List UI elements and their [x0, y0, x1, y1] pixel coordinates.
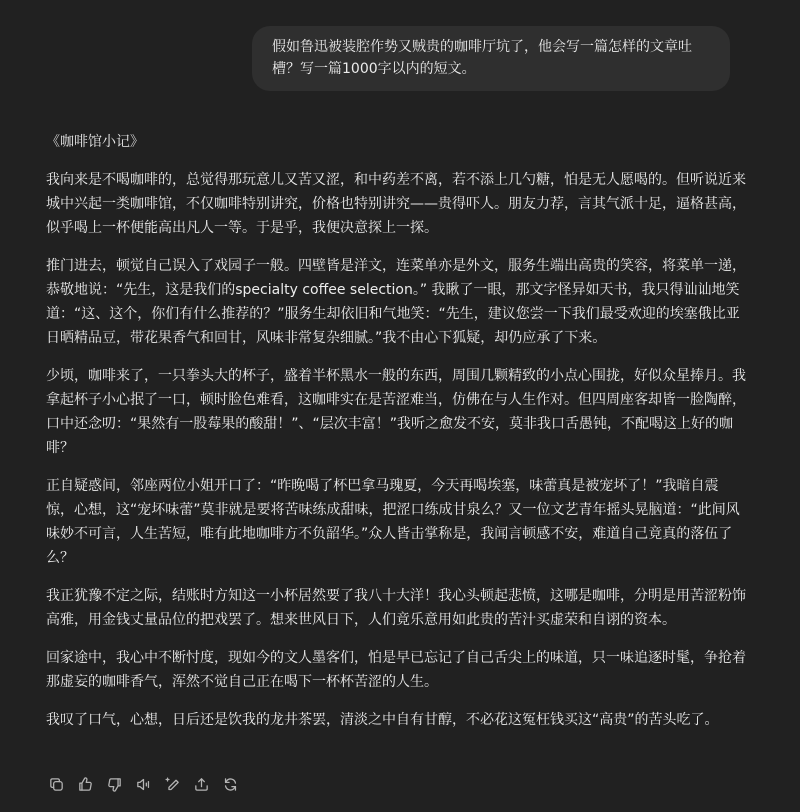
message-actions — [44, 772, 242, 796]
regenerate-button[interactable] — [218, 772, 242, 796]
thumbs-down-button[interactable] — [102, 772, 126, 796]
thumbs-down-icon — [106, 776, 123, 793]
essay-paragraph: 回家途中，我心中不断忖度，现如今的文人墨客们，怕是早已忘记了自己舌尖上的味道，只一味追逐时髦，争抢着那虚妄的咖啡香气，浑然不觉自己正在喝下一杯杯苦涩的人生。 — [46, 650, 746, 690]
user-message-row — [252, 26, 730, 91]
edit-sparkle-icon — [164, 776, 181, 793]
assistant-message — [46, 130, 746, 746]
thumbs-up-button[interactable] — [73, 772, 97, 796]
share-icon — [193, 776, 210, 793]
essay-paragraph: 我向来是不喝咖啡的，总觉得那玩意儿又苦又涩，和中药差不离，若不添上几勺糖，怕是无人愿喝的。但听说近来城中兴起一类咖啡馆，不仅咖啡特别讲究，价格也特别讲究——贵得吓人。朋友力荐，言其气派十足，逼格甚高，似乎喝上一杯便能高出凡人一等。于是乎，我便决意探上一探。 — [46, 172, 746, 236]
essay-paragraph: 我叹了口气，心想，日后还是饮我的龙井茶罢，清淡之中自有甘醇，不必花这冤枉钱买这“高贵”的苦头吃了。 — [46, 712, 719, 728]
copy-icon — [48, 776, 65, 793]
share-button[interactable] — [189, 772, 213, 796]
essay-paragraph: 我正犹豫不定之际，结账时方知这一小杯居然要了我八十大洋！我心头顿起悲愤，这哪是咖啡，分明是用苦涩粉饰高雅，用金钱丈量品位的把戏罢了。想来世风日下，人们竟乐意用如此贵的苦汁买虚荣和自诩的资本。 — [46, 588, 746, 628]
edit-button[interactable] — [160, 772, 184, 796]
copy-button[interactable] — [44, 772, 68, 796]
user-message-bubble: 假如鲁迅被装腔作势又贼贵的咖啡厅坑了，他会写一篇怎样的文章吐槽？写一篇1000字以内的短文。 — [252, 26, 730, 91]
speaker-icon — [135, 776, 152, 793]
regenerate-icon — [222, 776, 239, 793]
essay-paragraph: 少顷，咖啡来了，一只拳头大的杯子，盛着半杯黑水一般的东西，周围几颗精致的小点心围拢，好似众星捧月。我拿起杯子小心抿了一口，顿时脸色难看，这咖啡实在是苦涩难当，仿佛在与人生作对。但四周座客却皆一脸陶醉，口中还念叨：“果然有一股莓果的酸甜！”、“层次丰富！”我听之愈发不安，莫非我口舌愚钝，不配喝这上好的咖啡？ — [46, 368, 746, 456]
read-aloud-button[interactable] — [131, 772, 155, 796]
essay-paragraph: 正自疑惑间，邻座两位小姐开口了：“昨晚喝了杯巴拿马瑰夏，今天再喝埃塞，味蕾真是被宠坏了！”我暗自震惊，心想，这“宠坏味蕾”莫非就是要将苦味练成甜味，把涩口练成甘泉么？又一位文艺青年摇头晃脑道：“此间风味妙不可言，人生苦短，唯有此地咖啡方不负韶华。”众人皆击掌称是，我闻言顿感不安，难道自己竟真的落伍了么？ — [46, 478, 740, 566]
essay-paragraph: 推门进去，顿觉自己误入了戏园子一般。四壁皆是洋文，连菜单亦是外文，服务生端出高贵的笑容，将菜单一递，恭敬地说：“先生，这是我们的specialty coffee selection。” 我瞅了一眼，那文字怪异如天书，我只得讪讪地笑道：“这、这个，你们有什么推荐的？”服务生却依旧和气地笑：“先生，建议您尝一下我们最受欢迎的埃塞俄比亚日晒精品豆，带花果香气和回甘，风味非常复杂细腻。”我不由心下狐疑，却仍应承了下来。 — [46, 258, 746, 346]
essay-title: 《咖啡馆小记》 — [46, 134, 144, 150]
thumbs-up-icon — [77, 776, 94, 793]
